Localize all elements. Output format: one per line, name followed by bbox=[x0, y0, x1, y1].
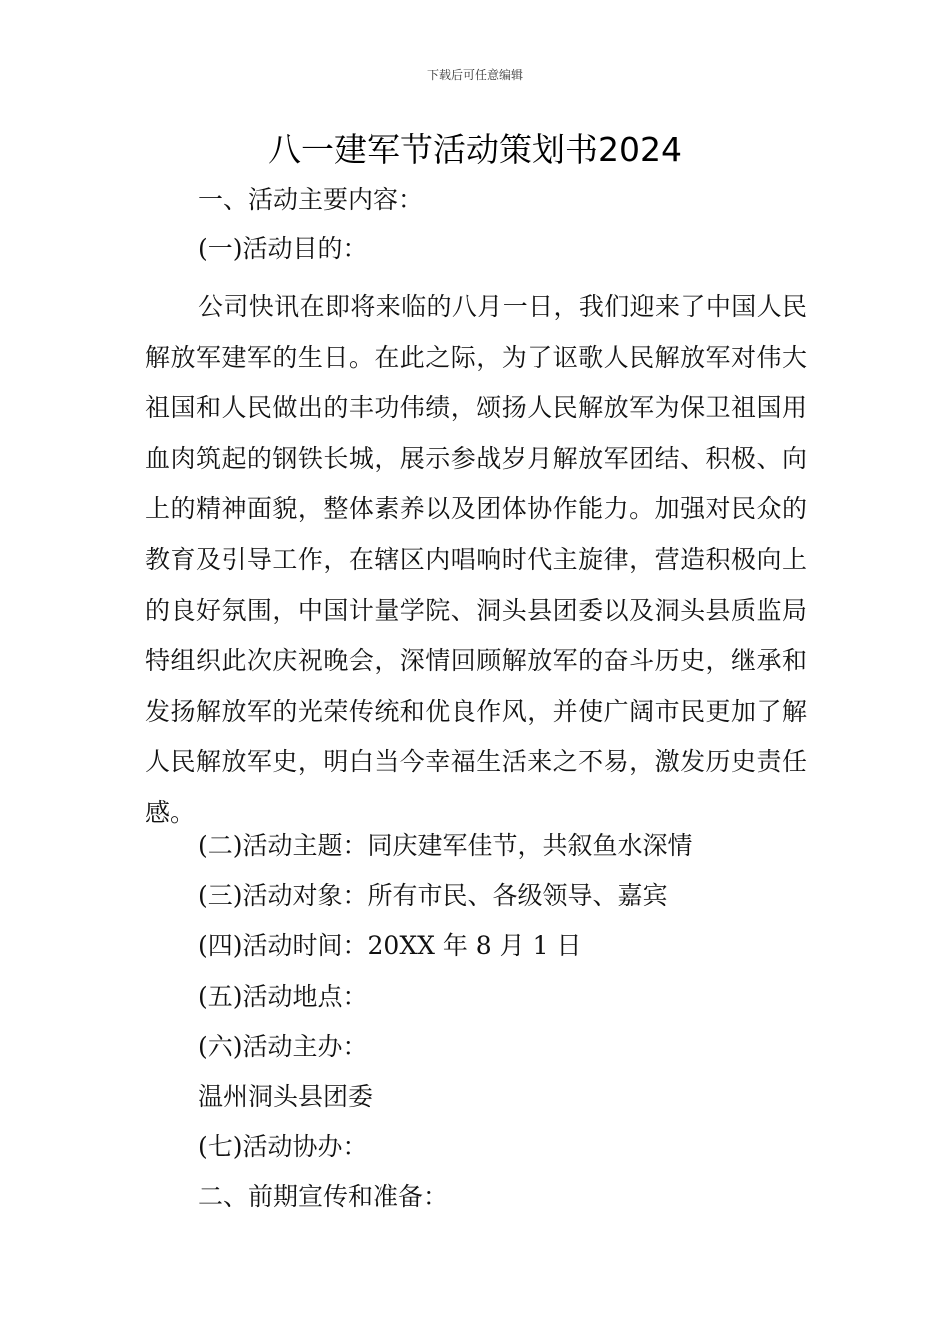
audience-line: (三)活动对象：所有市民、各级领导、嘉宾 bbox=[198, 881, 668, 910]
coorganizer-heading: (七)活动协办： bbox=[198, 1132, 368, 1161]
venue-line: (五)活动地点： bbox=[198, 982, 368, 1011]
organizer-name: 温州洞头县团委 bbox=[198, 1082, 374, 1111]
organizer-heading: (六)活动主办： bbox=[198, 1032, 368, 1061]
page-header-note: 下载后可任意编辑 bbox=[426, 68, 523, 82]
document-title: 八一建军节活动策划书2024 bbox=[268, 130, 682, 169]
time-line: (四)活动时间：20XX 年 8 月 1 日 bbox=[198, 931, 582, 960]
purpose-paragraph: 公司快讯在即将来临的八月一日，我们迎来了中国人民解放军建军的生日。在此之际，为了讴歌人民解放军对伟大祖国和人民做出的丰功伟绩，颂扬人民解放军为保卫祖国用血肉筑起的钢铁长城，展示参战岁月解放军团结、积极、向上的精神面貌，整体素养以及团体协作能力。加强对民众的教育及引导工作，在辖区内唱响时代主旋律，营造积极向上的良好氛围，中国计量学院、洞头县团委以及洞头县质监局特组织此次庆祝晚会，深情回顾解放军的奋斗历史，继承和发扬解放军的光荣传统和优良作风，并使广阔市民更加了解人民解放军史，明白当今幸福生活来之不易，激发历史责任感。 bbox=[145, 292, 807, 827]
purpose-heading: (一)活动目的： bbox=[198, 234, 368, 263]
theme-line: (二)活动主题：同庆建军佳节，共叙鱼水深情 bbox=[198, 831, 693, 860]
section-2-heading: 二、前期宣传和准备： bbox=[198, 1182, 449, 1211]
section-1-heading: 一、活动主要内容： bbox=[198, 185, 424, 214]
